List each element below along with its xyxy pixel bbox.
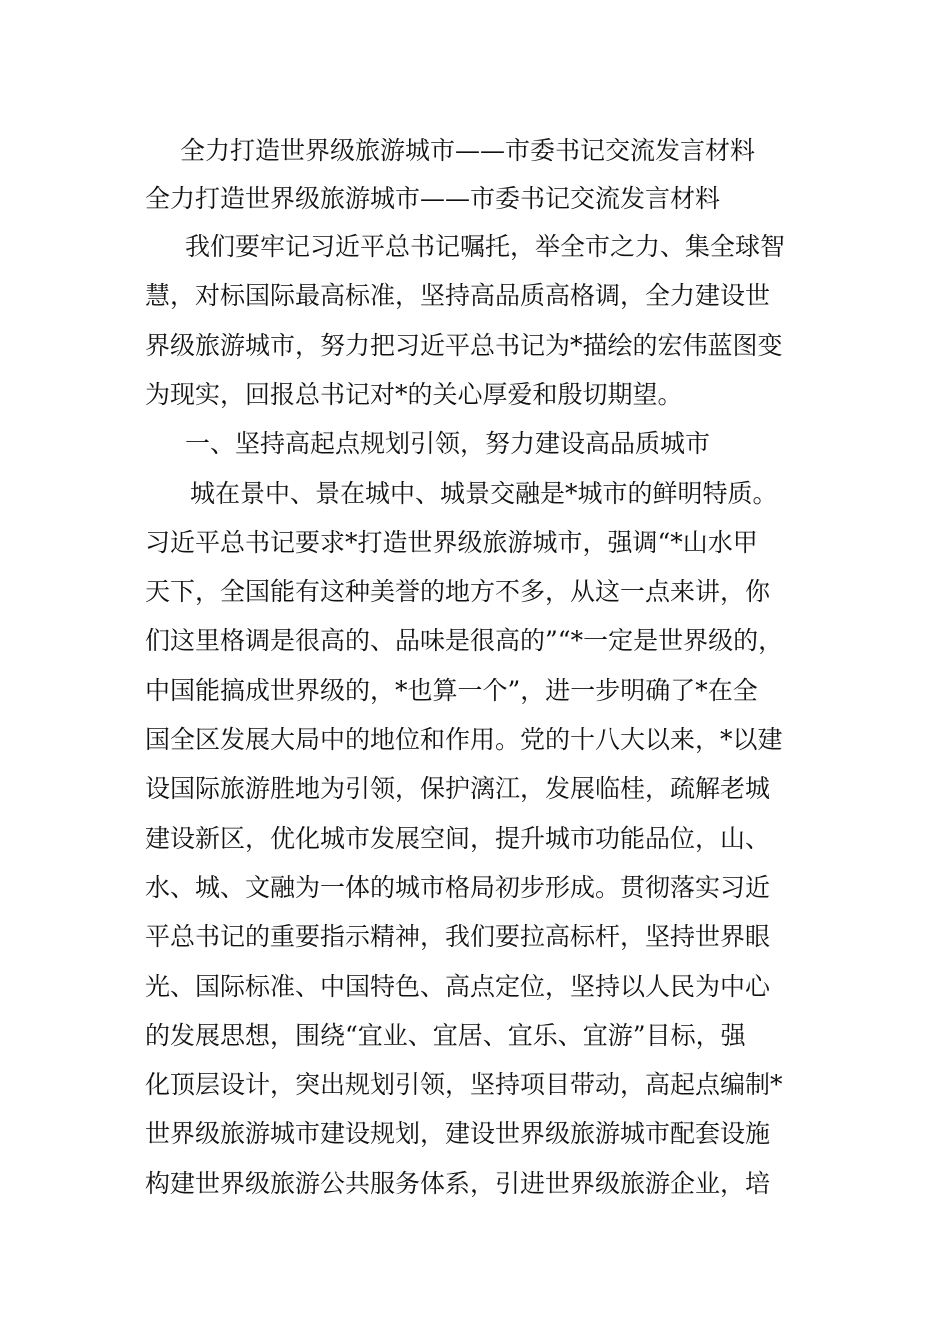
body-text-line: 们这里格调是很高的、品味是很高的”“*一定是世界级的， bbox=[145, 626, 784, 655]
body-text-line: 水、城、文融为一体的城市格局初步形成。贯彻落实习近 bbox=[145, 873, 771, 902]
document-title-line-1: 全力打造世界级旅游城市——市委书记交流发言材料 bbox=[180, 136, 756, 165]
body-text-line: 设国际旅游胜地为引领，保护漓江，发展临桂，疏解老城 bbox=[145, 774, 771, 803]
body-text-line: 建设新区，优化城市发展空间，提升城市功能品位，山、 bbox=[145, 824, 771, 853]
body-text-line: 城在景中、景在城中、城景交融是*城市的鲜明特质。 bbox=[190, 479, 778, 508]
body-text-line: 习近平总书记要求*打造世界级旅游城市，强调“*山水甲 bbox=[145, 528, 758, 557]
body-text-line: 的发展思想，围绕“宜业、宜居、宜乐、宜游”目标，强 bbox=[145, 1021, 746, 1050]
body-text-line: 平总书记的重要指示精神，我们要拉高标杆，坚持世界眼 bbox=[145, 922, 771, 951]
body-text-line: 我们要牢记习近平总书记嘱托，举全市之力、集全球智 bbox=[185, 232, 786, 261]
body-text-line: 世界级旅游城市建设规划，建设世界级旅游城市配套设施 bbox=[145, 1119, 771, 1148]
body-text-line: 国全区发展大局中的地位和作用。党的十八大以来，*以建 bbox=[145, 725, 783, 754]
document-title-line-2: 全力打造世界级旅游城市——市委书记交流发言材料 bbox=[145, 184, 721, 213]
section-heading: 一、坚持高起点规划引领，努力建设高品质城市 bbox=[185, 429, 711, 458]
body-text-line: 为现实，回报总书记对*的关心厚爱和殷切期望。 bbox=[145, 380, 683, 409]
body-text-line: 天下，全国能有这种美誉的地方不多，从这一点来讲，你 bbox=[145, 577, 771, 606]
body-text-line: 构建世界级旅游公共服务体系，引进世界级旅游企业，培 bbox=[145, 1169, 771, 1198]
body-text-line: 界级旅游城市，努力把习近平总书记为*描绘的宏伟蓝图变 bbox=[145, 331, 783, 360]
body-text-line: 慧，对标国际最高标准，坚持高品质高格调，全力建设世 bbox=[145, 281, 771, 310]
body-text-line: 化顶层设计，突出规划引领，坚持项目带动，高起点编制* bbox=[145, 1070, 783, 1099]
body-text-line: 光、国际标准、中国特色、高点定位，坚持以人民为中心 bbox=[145, 972, 771, 1001]
body-text-line: 中国能搞成世界级的，*也算一个”，进一步明确了*在全 bbox=[145, 676, 758, 705]
